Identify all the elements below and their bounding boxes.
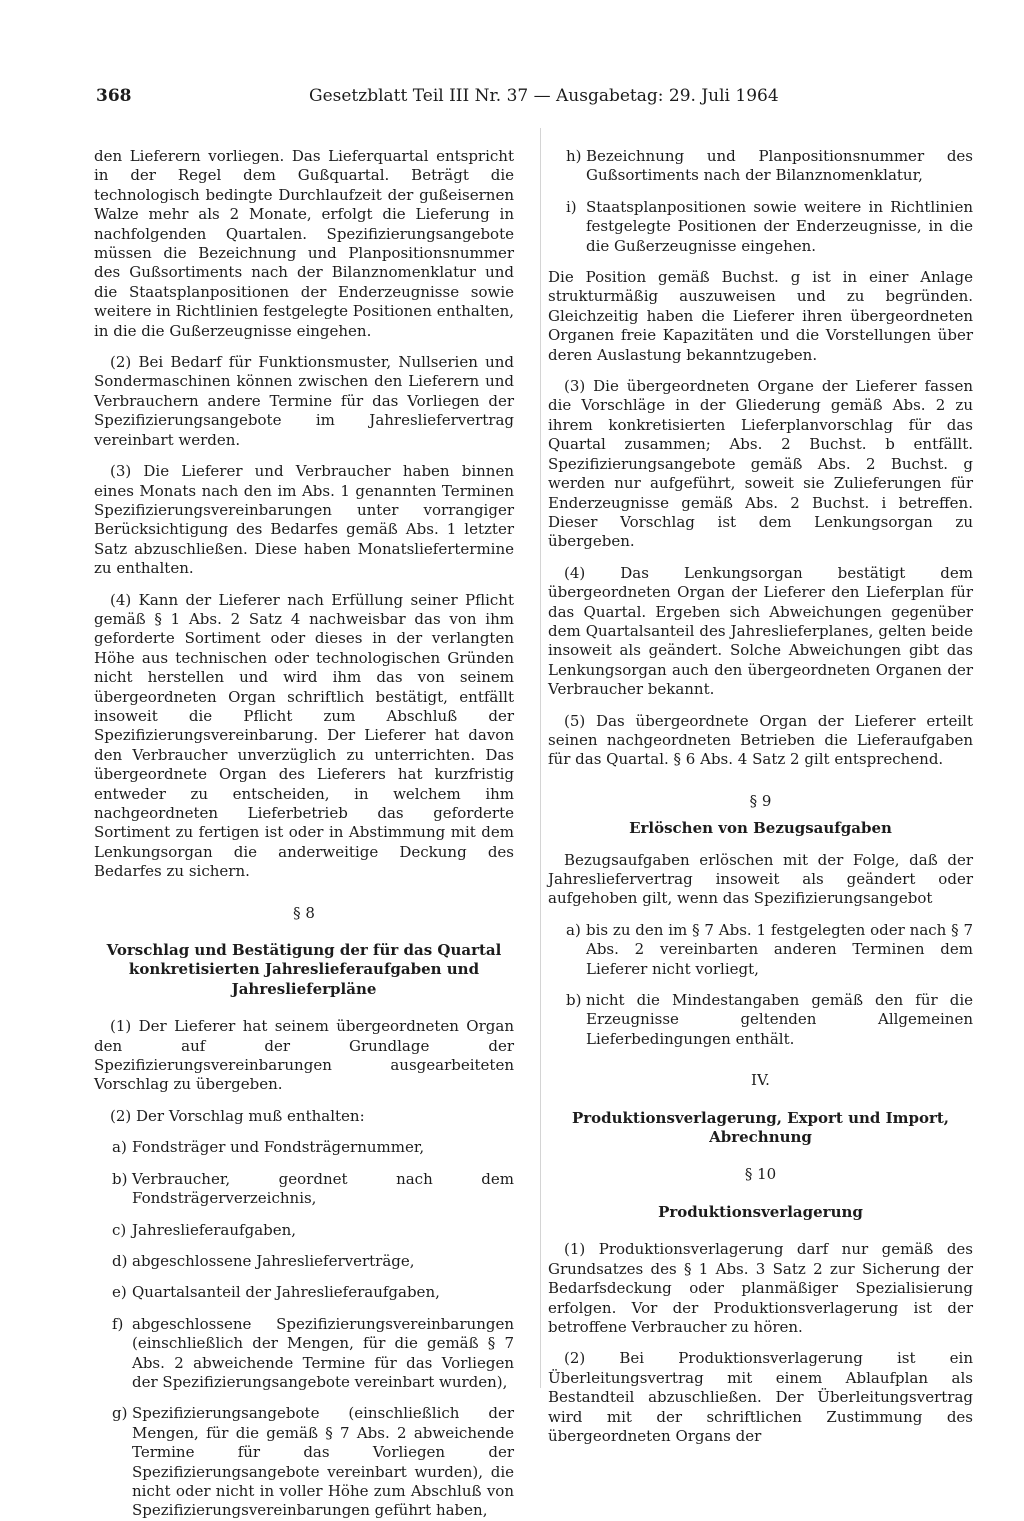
paragraph-8-2: (2) Der Vorschlag muß enthalten: xyxy=(110,1106,365,1125)
list-item xyxy=(94,1170,514,1209)
list-text: Jahreslieferaufgaben, xyxy=(132,1220,297,1239)
list-text: bis zu den im § 7 Abs. 1 festgelegten oder nach § 7 Abs. 2 vereinbarten anderen Terminen dem Lieferer nicht vorliegt, xyxy=(586,920,973,978)
page-number: 368 xyxy=(96,86,132,106)
paragraph-7-4: (4) Kann der Lieferer nach Erfüllung seiner Pflicht gemäß § 1 Abs. 2 Satz 4 nachweisbar das von ihm geforderte Sortiment oder dieses in der verlangten Höhe aus technischen oder technologischen Gründen nicht herstellen und wird ihm das von seinem übergeordneten Organ schriftlich bestätigt, entfällt insoweit die Pflicht zum Abschluß der Spezifizierungsvereinbarung. Der Lieferer hat davon den Verbraucher unverzüglich zu unterrichten. Das übergeordnete Organ des Lieferers hat kurzfristig entweder zu entscheiden, in welchem ihm nachgeordneten Lieferbetrieb das geforderte Sortiment zu fertigen ist oder in Abstimmung mit dem Lenkungsorgan die anderweitige Deckung des Bedarfes zu sichern. xyxy=(94,590,514,881)
list-text: Verbraucher, geordnet nach dem Fondsträgerverzeichnis, xyxy=(132,1169,514,1208)
list-item xyxy=(94,1252,514,1271)
list-marker: d) xyxy=(112,1251,128,1270)
list-item xyxy=(94,1138,514,1157)
list-text: Fondsträger und Fondsträgernummer, xyxy=(132,1138,425,1157)
list-item xyxy=(94,1221,514,1240)
paragraph-7-3: (3) Die Lieferer und Verbraucher haben binnen eines Monats nach den im Abs. 1 genannten Terminen Spezifizierungsvereinbarungen unter vorrangiger Berücksichtigung des Bedarfes gemäß Abs. 1 letzter Satz abzuschließen. Diese haben Monatsliefertermine zu enthalten. xyxy=(94,462,514,578)
list-marker: e) xyxy=(112,1283,127,1302)
paragraph-8-3: (3) Die übergeordneten Organe der Lieferer fassen die Vorschläge in der Gliederung gemäß Abs. 2 zu ihrem konkretisierten Lieferplanvorschlag für das Quartal zusammen; Abs. 2 Buchst. b entfällt. Spezifizierungsangebote gemäß Abs. 2 Buchst. g werden nur aufgeführt, soweit sie Zulieferungen für Enderzeugnisse gemäß Abs. 2 Buchst. i betreffen. Dieser Vorschlag ist dem Lenkungsorgan zu übergeben. xyxy=(548,377,973,551)
paragraph-10-1: (1) Produktionsverlagerung darf nur gemäß des Grundsatzes des § 1 Abs. 3 Satz 2 zur Sicherung der Bedarfsdeckung oder planmäßiger Spezialisierung erfolgen. Vor der Produktionsverlagerung ist der betroffene Verbraucher zu hören. xyxy=(548,1240,973,1336)
list-text: Bezeichnung und Planpositionsnummer des Gußsortiments nach der Bilanznomenklatur, xyxy=(586,147,973,185)
paragraph-8-1: (1) Der Lieferer hat seinem übergeordneten Organ den auf der Grundlage der Spezifizierungsvereinbarungen ausgearbeiteten Vorschlag zu übergeben. xyxy=(94,1017,514,1094)
list-marker: a) xyxy=(112,1138,127,1157)
section-8-number: § 8 xyxy=(293,903,315,922)
list-text: nicht die Mindestangaben gemäß den für die Erzeugnisse geltenden Allgemeinen Lieferbedingungen enthält. xyxy=(586,991,973,1048)
list-text: Staatsplanpositionen sowie weitere in Richtlinien festgelegte Positionen der Enderzeugnisse, in die die Gußerzeugnisse eingehen. xyxy=(586,197,973,255)
list-marker: g) xyxy=(112,1404,128,1423)
paragraph-position-g: Die Position gemäß Buchst. g ist in einer Anlage strukturmäßig auszuweisen und zu begründen. Gleichzeitig haben die Lieferer ihren übergeordneten Organen freie Kapazitäten und die Vorstellungen über deren Auslastung bekanntzugeben. xyxy=(548,268,973,364)
list-text: abgeschlossene Spezifizierungsvereinbarungen (einschließlich der Mengen, für die gemäß § 7 Abs. 2 abweichende Termine für das Vorliegen der Spezifizierungsangebote vereinbart wurden), xyxy=(132,1314,514,1391)
list-marker: b) xyxy=(112,1169,128,1188)
list-marker: c) xyxy=(112,1220,127,1239)
list-text: Quartalsanteil der Jahreslieferaufgaben, xyxy=(132,1283,440,1302)
section-9-number: § 9 xyxy=(749,791,772,810)
header-title: Gesetzblatt Teil III Nr. 37 — Ausgabetag: 29. Juli 1964 xyxy=(309,86,779,106)
part-iv-number: IV. xyxy=(751,1071,770,1090)
paragraph-8-4: (4) Das Lenkungsorgan bestätigt dem übergeordneten Organ der Lieferer den Lieferplan für das Quartal. Ergeben sich Abweichungen gegenüber dem Quartalsanteil des Jahreslieferplanes, gelten beide insoweit als geändert. Solche Abweichungen gibt das Lenkungsorgan auch den übergeordneten Organen der Verbraucher bekannt. xyxy=(548,563,973,699)
list-item xyxy=(548,198,973,256)
paragraph-7-2: (2) Bei Bedarf für Funktionsmuster, Nullserien und Sondermaschinen können zwischen den Lieferern und Verbrauchern andere Termine für das Vorliegen der Spezifizierungsangebote im Jahresliefervertrag vereinbart werden. xyxy=(94,353,514,449)
paragraph-continuation: den Lieferern vorliegen. Das Lieferquartal entspricht in der Regel dem Gußquartal. Beträgt die technologisch bedingte Durchlaufzeit der gußeisernen Walze mehr als 2 Monate, erfolgt die Lieferung in nachfolgenden Quartalen. Spezifizierungsangebote müssen die Bezeichnung und Planpositionsnummer des Gußsortiments nach der Bilanznomenklatur und die Staatsplanpositionen der Enderzeugnisse sowie weitere in Richtlinien festgelegte Positionen enthalten, in die die Gußerzeugnisse eingehen. xyxy=(94,147,514,340)
paragraph-10-2: (2) Bei Produktionsverlagerung ist ein Überleitungsvertrag mit einem Ablaufplan als Bestandteil abzuschließen. Der Überleitungsvertrag wird mit der schriftlichen Zustimmung des übergeordneten Organs der xyxy=(548,1349,973,1445)
section-8-title: Vorschlag und Bestätigung der für das Quartal konkretisierten Jahreslieferaufgaben und Jahreslieferpläne xyxy=(106,941,502,998)
list-item xyxy=(94,1315,514,1393)
list-marker: b) xyxy=(566,991,582,1010)
list-marker: i) xyxy=(566,197,577,216)
list-text: abgeschlossene Jahreslieferverträge, xyxy=(132,1251,415,1270)
part-iv-title: Produktionsverlagerung, Export und Import, Abrechnung xyxy=(571,1108,950,1147)
right-column xyxy=(548,147,973,1446)
list-item xyxy=(548,991,973,1049)
list-marker: f) xyxy=(112,1314,124,1333)
list-item xyxy=(94,1404,514,1520)
section-10-title: Produktionsverlagerung xyxy=(658,1202,863,1221)
left-column xyxy=(94,147,514,1521)
section-9-title: Erlöschen von Bezugsaufgaben xyxy=(629,819,892,838)
section-10-number: § 10 xyxy=(744,1165,777,1184)
list-item xyxy=(548,921,973,979)
list-marker: h) xyxy=(566,147,582,165)
list-item xyxy=(548,147,973,186)
paragraph-8-5: (5) Das übergeordnete Organ der Lieferer erteilt seinen nachgeordneten Betrieben die Lieferaufgaben für das Quartal. § 6 Abs. 4 Satz 2 gilt entsprechend. xyxy=(548,711,973,769)
paragraph-9-intro: Bezugsaufgaben erlöschen mit der Folge, daß der Jahresliefervertrag insoweit als geändert oder aufgehoben gilt, wenn das Spezifizierungsangebot xyxy=(548,850,973,908)
column-divider xyxy=(540,128,541,1388)
list-item xyxy=(94,1283,514,1302)
list-marker: a) xyxy=(566,920,581,939)
list-text: Spezifizierungsangebote (einschließlich der Mengen, für die gemäß § 7 Abs. 2 abweichende Termine für das Vorliegen der Spezifizierungsangebote vereinbart wurden), die nicht oder nicht in voller Höhe zum Abschluß von Spezifizierungsvereinbarungen geführt haben, xyxy=(132,1404,514,1520)
